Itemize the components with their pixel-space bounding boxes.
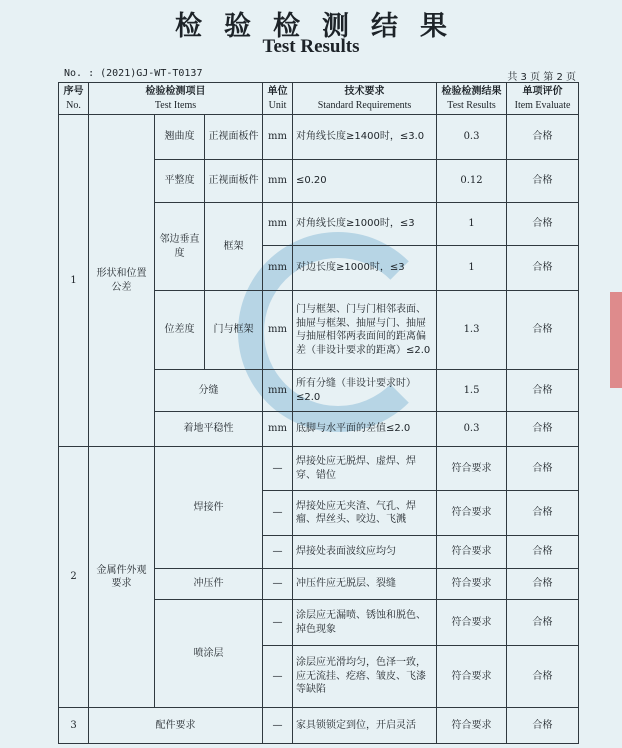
header-items: [89, 83, 263, 115]
unit-cell: —: [263, 646, 293, 708]
header-eval: [507, 83, 579, 115]
item-cell: 冲压件: [155, 569, 263, 600]
evaluation-cell: 合格: [507, 646, 579, 708]
result-cell: 符合要求: [437, 646, 507, 708]
requirement-cell: 底脚与水平面的差值≤2.0: [293, 412, 437, 447]
result-cell: 符合要求: [437, 569, 507, 600]
header-eval-en: Item Evaluate: [514, 99, 571, 111]
item-cell: 焊接件: [155, 447, 263, 569]
page-count: 共 3 页 第 2 页: [507, 72, 576, 83]
item-cell: 位差度: [155, 291, 205, 370]
evaluation-cell: 合格: [507, 115, 579, 160]
result-cell: 0.12: [437, 160, 507, 203]
result-cell: 符合要求: [437, 491, 507, 536]
item-cell: 平整度: [155, 160, 205, 203]
header-no-cn: 序号: [63, 86, 84, 97]
title-english: Test Results: [262, 36, 360, 57]
result-cell: 1: [437, 203, 507, 246]
unit-cell: —: [263, 708, 293, 744]
header-unit-cn: 单位: [267, 86, 288, 97]
requirement-cell: 所有分缝（非设计要求时）≤2.0: [293, 370, 437, 412]
result-cell: 1: [437, 246, 507, 291]
unit-cell: —: [263, 569, 293, 600]
unit-cell: mm: [263, 203, 293, 246]
result-cell: 符合要求: [437, 600, 507, 646]
requirement-cell: ≤0.20: [293, 160, 437, 203]
header-row: [59, 83, 579, 115]
unit-cell: —: [263, 600, 293, 646]
evaluation-cell: 合格: [507, 569, 579, 600]
requirement-cell: 涂层应无漏喷、锈蚀和脱色、掉色现象: [293, 600, 437, 646]
group-name: 形状和位置公差: [89, 115, 155, 447]
red-seal-stamp: [610, 292, 622, 388]
result-cell: 1.3: [437, 291, 507, 370]
unit-cell: —: [263, 447, 293, 491]
header-result-en: Test Results: [447, 99, 496, 111]
requirement-cell: 焊接处表面波纹应均匀: [293, 536, 437, 569]
item-cell: 翘曲度: [155, 115, 205, 160]
header-unit: [263, 83, 293, 115]
requirement-cell: 家具锁锁定到位，开启灵活: [293, 708, 437, 744]
header-items-cn: 检验检测项目: [145, 86, 206, 97]
header-req-cn: 技术要求: [344, 86, 385, 97]
requirement-cell: 涂层应光滑均匀，色泽一致，应无流挂、疙瘩、皱皮、飞漆等缺陷: [293, 646, 437, 708]
group-no: 2: [59, 447, 89, 708]
evaluation-cell: 合格: [507, 600, 579, 646]
result-cell: 0.3: [437, 412, 507, 447]
evaluation-cell: 合格: [507, 536, 579, 569]
report-number: No. : (2021)GJ-WT-T0137: [64, 68, 203, 79]
requirement-cell: 对边长度≥1000时，≤3: [293, 246, 437, 291]
sub-item-cell: 正视面板件: [205, 115, 263, 160]
header-result: [437, 83, 507, 115]
item-cell: 着地平稳性: [155, 412, 263, 447]
evaluation-cell: 合格: [507, 447, 579, 491]
results-table: [58, 82, 579, 744]
evaluation-cell: 合格: [507, 491, 579, 536]
result-cell: 符合要求: [437, 447, 507, 491]
evaluation-cell: 合格: [507, 203, 579, 246]
unit-cell: mm: [263, 412, 293, 447]
requirement-cell: 门与框架、门与门相邻表面、抽屉与框架、抽屉与门、抽屉与抽屉相邻两表面间的距离偏差（非设计要求的距离）≤2.0: [293, 291, 437, 370]
requirement-cell: 对角线长度≥1400时，≤3.0: [293, 115, 437, 160]
unit-cell: mm: [263, 115, 293, 160]
result-cell: 1.5: [437, 370, 507, 412]
evaluation-cell: 合格: [507, 370, 579, 412]
header-eval-cn: 单项评价: [522, 86, 563, 97]
item-cell: 邻边垂直度: [155, 203, 205, 291]
evaluation-cell: 合格: [507, 291, 579, 370]
header-req: [293, 83, 437, 115]
unit-cell: mm: [263, 160, 293, 203]
item-cell: 喷涂层: [155, 600, 263, 708]
title-chinese: 检验检测结果: [175, 11, 469, 42]
header-result-cn: 检验检测结果: [441, 86, 502, 97]
group-name: 配件要求: [89, 708, 263, 744]
unit-cell: —: [263, 536, 293, 569]
header-items-en: Test Items: [154, 99, 197, 111]
group-no: 3: [59, 708, 89, 744]
header-no-en: No.: [66, 99, 81, 111]
header-unit-en: Unit: [268, 99, 287, 111]
requirement-cell: 焊接处应无脱焊、虚焊、焊穿、错位: [293, 447, 437, 491]
unit-cell: mm: [263, 370, 293, 412]
evaluation-cell: 合格: [507, 160, 579, 203]
result-cell: 符合要求: [437, 708, 507, 744]
group-name: 金属件外观要求: [89, 447, 155, 708]
table-row: [59, 115, 579, 160]
requirement-cell: 冲压件应无脱层、裂缝: [293, 569, 437, 600]
item-cell: 分缝: [155, 370, 263, 412]
evaluation-cell: 合格: [507, 246, 579, 291]
requirement-cell: 焊接处应无夹渣、气孔、焊瘤、焊丝头、咬边、飞溅: [293, 491, 437, 536]
sub-item-cell: 框架: [205, 203, 263, 291]
table-row: [59, 447, 579, 491]
requirement-cell: 对角线长度≥1000时，≤3: [293, 203, 437, 246]
header-req-en: Standard Requirements: [317, 99, 412, 111]
table-row: [59, 708, 579, 744]
result-cell: 符合要求: [437, 536, 507, 569]
header-no: [59, 83, 89, 115]
evaluation-cell: 合格: [507, 412, 579, 447]
sub-item-cell: 门与框架: [205, 291, 263, 370]
unit-cell: mm: [263, 246, 293, 291]
group-no: 1: [59, 115, 89, 447]
result-cell: 0.3: [437, 115, 507, 160]
evaluation-cell: 合格: [507, 708, 579, 744]
unit-cell: —: [263, 491, 293, 536]
unit-cell: mm: [263, 291, 293, 370]
sub-item-cell: 正视面板件: [205, 160, 263, 203]
